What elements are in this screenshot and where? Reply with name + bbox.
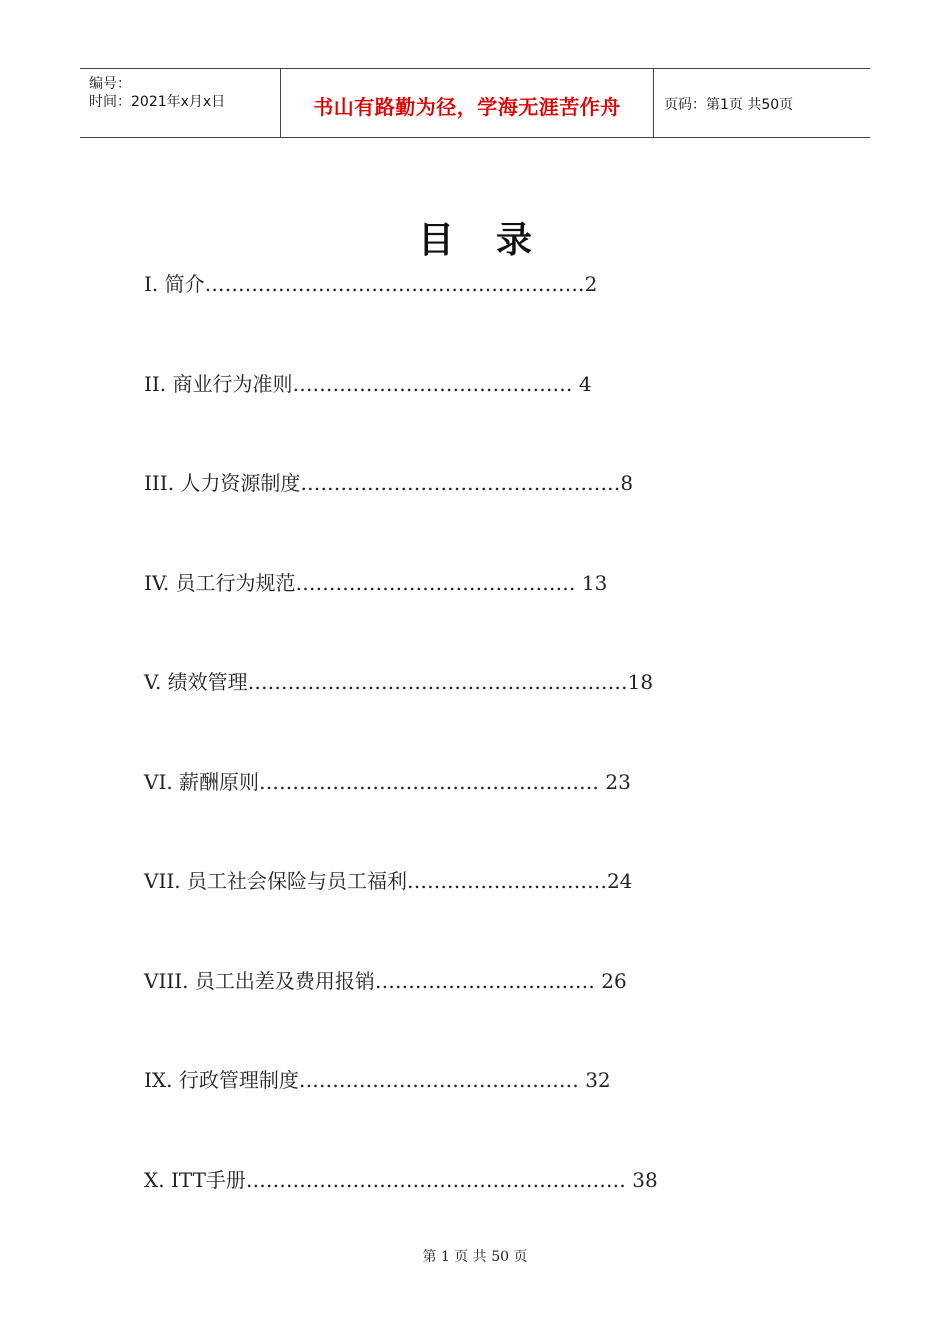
toc-item[interactable]: X. ITT手册………………………………………………… 38 (144, 1168, 658, 1192)
toc-item[interactable]: VI. 薪酬原则…………………………………………… 23 (144, 770, 631, 794)
page-footer: 第 1 页 共 50 页 (422, 1249, 528, 1265)
page-info: 页码：第1页 共50页 (664, 97, 794, 113)
toc-item[interactable]: V. 绩效管理…………………………………………………18 (144, 670, 654, 694)
date-label: 时间：2021年x月x日 (89, 94, 226, 110)
page-title: 目录 (417, 220, 574, 261)
header-info-cell (80, 69, 281, 137)
toc-item[interactable]: VII. 员工社会保险与员工福利…………………………24 (144, 869, 633, 893)
toc-item[interactable]: IX. 行政管理制度…………………………………… 32 (144, 1068, 611, 1092)
slogan: 书山有路勤为径，学海无涯苦作舟 (313, 95, 621, 119)
toc-item[interactable]: II. 商业行为准则…………………………………… 4 (144, 372, 592, 396)
toc-item[interactable]: III. 人力资源制度…………………………………………8 (144, 471, 634, 495)
code-label: 编号： (89, 76, 131, 92)
header-slogan-cell (281, 69, 654, 137)
document-header (80, 68, 870, 138)
toc-item[interactable]: I. 简介…………………………………………………2 (144, 272, 598, 296)
toc-item[interactable]: VIII. 员工出差及费用报销…………………………… 26 (144, 969, 627, 993)
toc-item[interactable]: IV. 员工行为规范…………………………………… 13 (144, 571, 608, 595)
header-page-cell (654, 69, 870, 137)
